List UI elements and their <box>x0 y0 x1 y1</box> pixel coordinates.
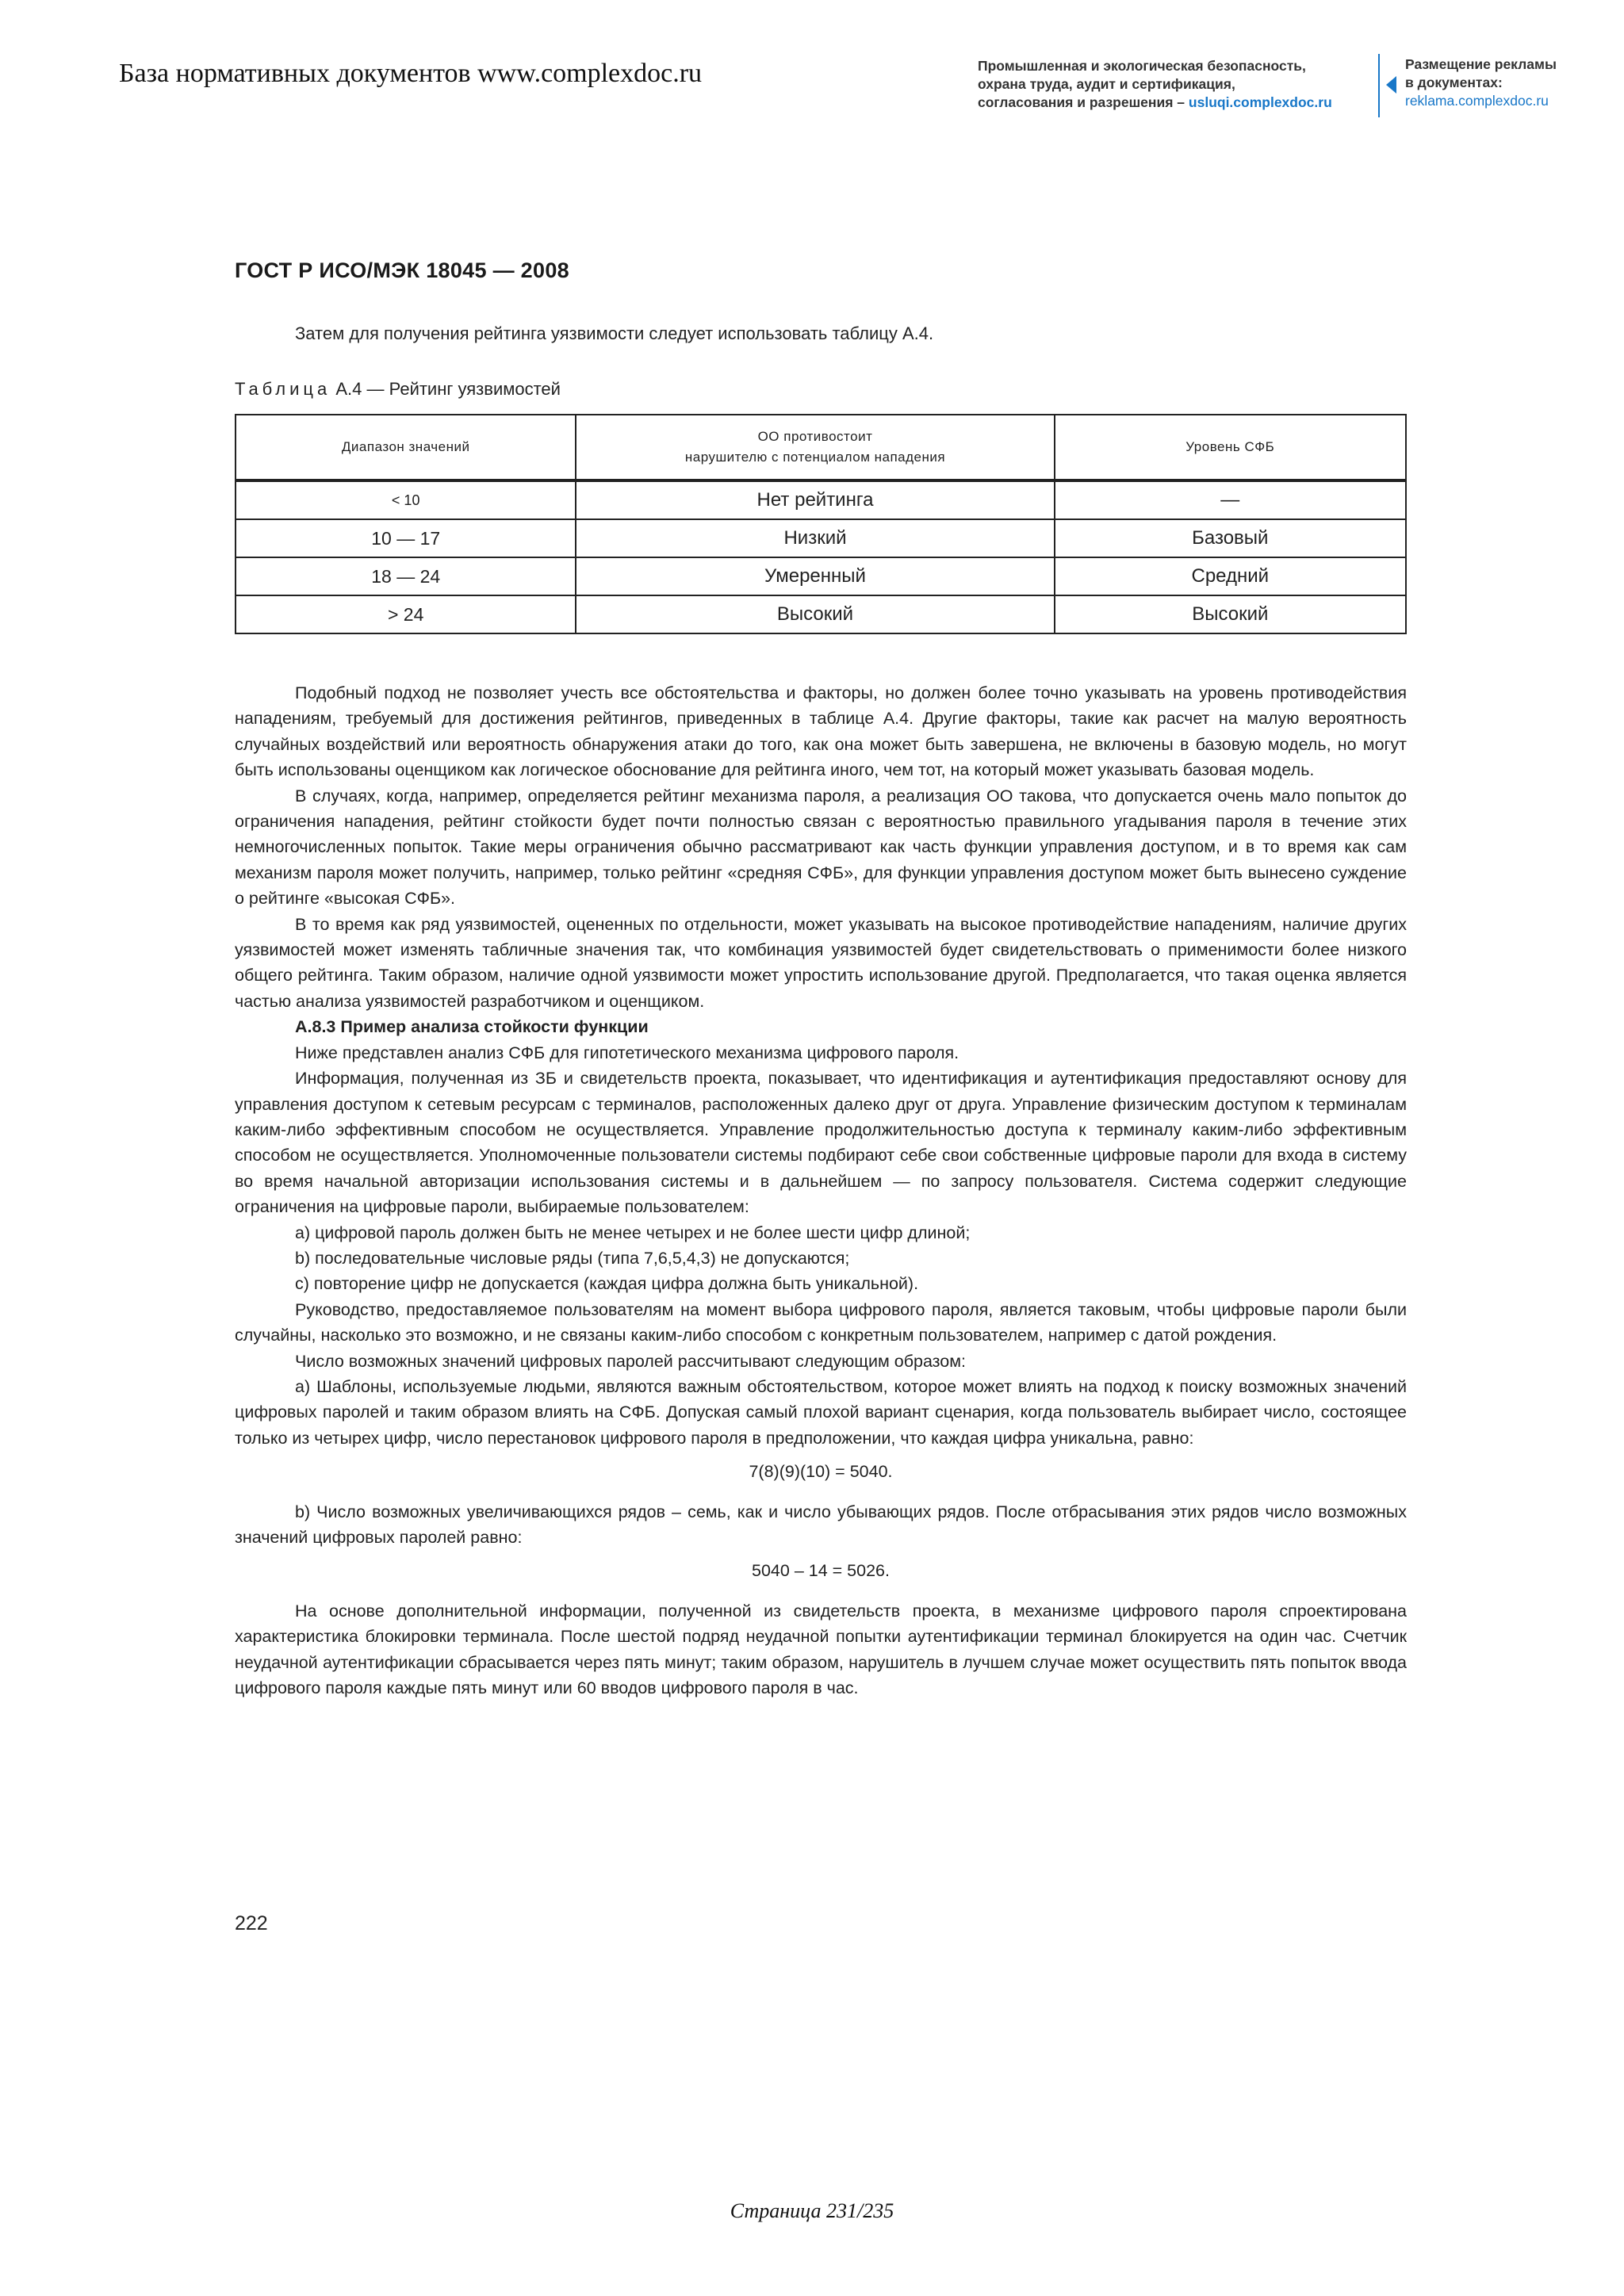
section-subheading: А.8.3 Пример анализа стойкости функции <box>295 1017 649 1037</box>
page-number: 222 <box>235 1912 268 1934</box>
services-link[interactable]: usluqi.complexdoc.ru <box>1188 94 1332 110</box>
site-title[interactable]: База нормативных документов www.complexdoc.ru <box>119 59 703 88</box>
header-range: Диапазон значений <box>236 415 576 480</box>
paragraph: В случаях, когда, например, определяется рейтинг механизма пароля, а реализация ОО такова, что допускается очень мало попыток до ограничения нападения, рейтинг стойкости будет почти полностью связан с вероятностью правильного угадывания пароля в течение этих немногочисленных попыток. Такие меры ограничения обычно рассматривают как часть функции управления доступом, и в то время как сам механизм пароля может получить, например, только рейтинг «средняя СФБ», для функции управления доступом может быть вынесено суждение о рейтинге «высокая СФБ». <box>235 786 1407 909</box>
header-resistance <box>576 415 1054 480</box>
intro-sentence: Затем для получения рейтинга уязвимости следует использовать таблицу А.4. <box>295 323 934 343</box>
ad-line-2: в документах: <box>1405 75 1503 90</box>
ad-line-1: Размещение рекламы <box>1405 56 1557 72</box>
advertising-link[interactable]: reklama.complexdoc.ru <box>1405 93 1549 109</box>
page-counter: Страница 231/235 <box>730 2199 894 2222</box>
paragraph: Ниже представлен анализ СФБ для гипотетического механизма цифрового пароля. <box>295 1043 959 1062</box>
promo-line-3 <box>978 94 1374 112</box>
paragraph: Руководство, предоставляемое пользователям на момент выбора цифрового пароля, является таковым, чтобы цифровые пароли были случайны, насколько это возможно, и не связаны каким-либо способом с конкретным пользователем, например с датой рождения. <box>235 1299 1407 1345</box>
cell-rating: Низкий <box>576 519 1054 557</box>
cell-level: — <box>1055 480 1406 519</box>
list-item: а) цифровой пароль должен быть не менее четырех и не более шести цифр длиной; <box>295 1223 971 1242</box>
promo-line-2: охрана труда, аудит и сертификация, <box>978 76 1235 92</box>
header-resistance-line-1: ОО противостоит <box>757 429 873 444</box>
promo-line-3-text: согласования и разрешения – <box>978 94 1189 110</box>
cell-rating: Нет рейтинга <box>576 480 1054 519</box>
vulnerability-rating-table <box>235 414 1407 634</box>
table-header-row <box>236 415 1406 480</box>
table-caption <box>235 379 561 400</box>
list-item: с) повторение цифр не допускается (каждая цифра должна быть уникальной). <box>295 1274 919 1294</box>
header-resistance-line-2: нарушителю с потенциалом нападения <box>684 450 946 465</box>
cell-level: Высокий <box>1055 595 1406 633</box>
table-row <box>236 480 1406 519</box>
promo-line-1: Промышленная и экологическая безопасность, <box>978 58 1306 74</box>
cell-level: Базовый <box>1055 519 1406 557</box>
table-row <box>236 519 1406 557</box>
cell-rating: Умеренный <box>576 557 1054 595</box>
body-text <box>235 680 1407 1701</box>
cell-level: Средний <box>1055 557 1406 595</box>
formula: 5040 – 14 = 5026. <box>752 1561 890 1581</box>
paragraph: Подобный подход не позволяет учесть все обстоятельства и факторы, но должен более точно указывать на уровень противодействия нападениям, требуемый для достижения рейтингов, приведенных в таблице А.4. Другие факторы, такие как расчет на малую вероятность случайных воздействий или вероятность обнаружения атаки до того, как она может быть завершена, не включены в базовую модель, но могут быть использованы оценщиком как логическое обоснование для рейтинга иного, чем тот, на который может указывать базовая модель. <box>235 683 1407 780</box>
header-sof-level: Уровень СФБ <box>1055 415 1406 480</box>
formula: 7(8)(9)(10) = 5040. <box>749 1462 893 1482</box>
table-caption-title: А.4 — Рейтинг уязвимостей <box>331 379 561 399</box>
cell-range: 10 — 17 <box>236 519 576 557</box>
header-divider <box>1378 54 1380 117</box>
cell-range: > 24 <box>236 595 576 633</box>
list-item: b) последовательные числовые ряды (типа 7,6,5,4,3) не допускаются; <box>295 1248 850 1268</box>
table-row <box>236 595 1406 633</box>
advertising-block <box>1405 55 1595 110</box>
cell-rating: Высокий <box>576 595 1054 633</box>
promo-block <box>978 57 1374 112</box>
paragraph: Число возможных значений цифровых паролей рассчитывают следующим образом: <box>295 1351 967 1371</box>
table-caption-prefix: Таблица <box>235 379 331 399</box>
paragraph: а) Шаблоны, используемые людьми, являются важным обстоятельством, которое может влиять на подход к поиску возможных значений цифровых паролей и таким образом влиять на СФБ. Допуская самый плохой вариант сценария, когда пользователь выбирает число, состоящее только из четырех цифр, число перестановок цифрового пароля в предположении, что каждая цифра уникальна, равно: <box>235 1376 1407 1448</box>
arrow-left-icon <box>1386 76 1396 94</box>
paragraph: b) Число возможных увеличивающихся рядов – семь, как и число убывающих рядов. После отбрасывания этих рядов число возможных значений цифровых паролей равно: <box>235 1502 1407 1547</box>
cell-range: 18 — 24 <box>236 557 576 595</box>
paragraph: В то время как ряд уязвимостей, оцененных по отдельности, может указывать на высокое противодействие нападениям, наличие других уязвимостей может изменять табличные значения так, что комбинация уязвимостей будет свидетельствовать о применимости более низкого общего рейтинга. Таким образом, наличие одной уязвимости может упростить использование другой. Предполагается, что такая оценка является частью анализа уязвимостей разработчиком и оценщиком. <box>235 914 1407 1011</box>
paragraph: Информация, полученная из ЗБ и свидетельств проекта, показывает, что идентификация и аутентификация предоставляют основу для управления доступом к сетевым ресурсам с терминалов, расположенных далеко друг от друга. Управление физическим доступом к терминалам каким-либо эффективным способом не осуществляется. Управление продолжительностью доступа к терминалу каким-либо эффективным способом не осуществляется. Уполномоченные пользователи системы подбирают себе свои собственные цифровые пароли для входа в систему во время начальной авторизации использования системы и в дальнейшем — по запросу пользователя. Система содержит следующие ограничения на цифровые пароли, выбираемые пользователем: <box>235 1069 1407 1217</box>
paragraph: На основе дополнительной информации, полученной из свидетельств проекта, в механизме цифрового пароля спроектирована характеристика блокировки терминала. После шестой подряд неудачной попытки аутентификации терминал блокируется на один час. Счетчик неудачной аутентификации сбрасывается через пять минут; таким образом, нарушитель в лучшем случае может осуществить пять попыток ввода цифрового пароля каждые пять минут или 60 вводов цифрового пароля в час. <box>235 1601 1407 1698</box>
document-code: ГОСТ Р ИСО/МЭК 18045 — 2008 <box>235 258 569 282</box>
cell-range: < 10 <box>236 480 576 519</box>
table-row <box>236 557 1406 595</box>
